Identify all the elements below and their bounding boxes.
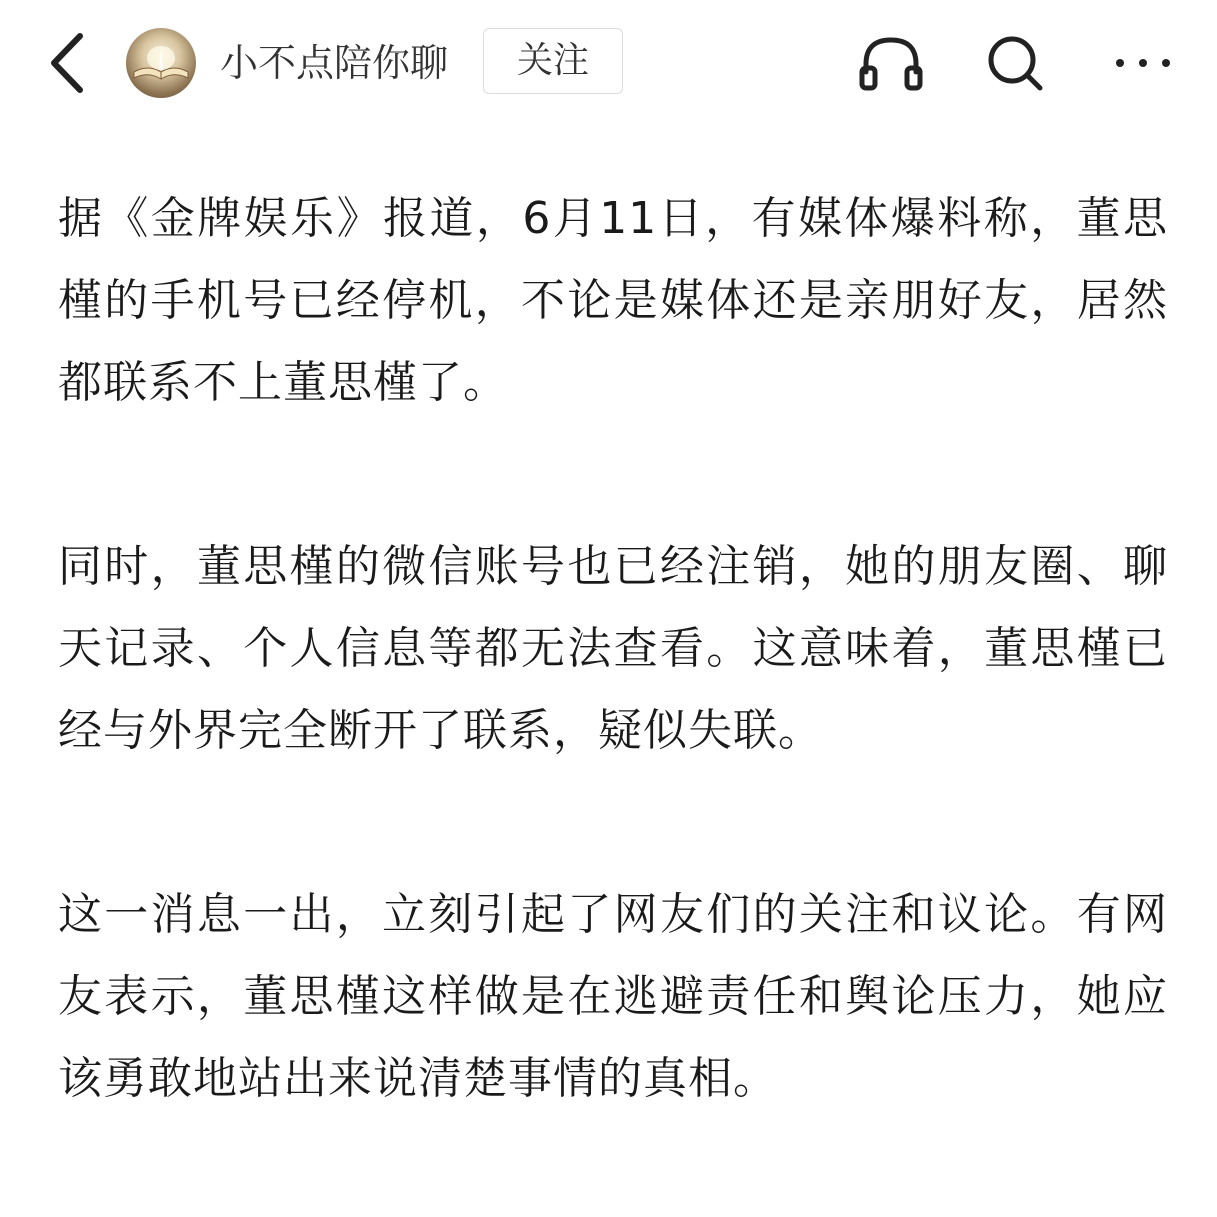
search-button[interactable] — [980, 28, 1050, 98]
chevron-left-icon — [40, 28, 100, 98]
top-bar — [0, 0, 1217, 130]
article-paragraph: 同时，董思槿的微信账号也已经注销，她的朋友圈、聊天记录、个人信息等都无法查看。这意味着，董思槿已经与外界完全断开了联系，疑似失联。 — [58, 541, 1168, 756]
headphone-icon — [856, 28, 926, 98]
article-body — [58, 178, 1168, 1120]
avatar[interactable] — [126, 28, 196, 98]
search-icon — [980, 28, 1050, 98]
account-name[interactable]: 小不点陪你聊 — [220, 41, 449, 85]
article-paragraph: 据《金牌娱乐》报道，6月11日，有媒体爆料称，董思槿的手机号已经停机，不论是媒体还是亲朋好友，居然都联系不上董思槿了。 — [58, 193, 1168, 408]
back-button[interactable] — [40, 28, 100, 98]
open-book-icon — [126, 28, 196, 98]
listen-button[interactable] — [856, 28, 926, 98]
more-button[interactable] — [1108, 28, 1178, 98]
article-paragraph: 这一消息一出，立刻引起了网友们的关注和议论。有网友表示，董思槿这样做是在逃避责任和舆论压力，她应该勇敢地站出来说清楚事情的真相。 — [58, 889, 1168, 1104]
follow-button[interactable]: 关注 — [483, 28, 623, 94]
more-icon — [1108, 28, 1178, 98]
